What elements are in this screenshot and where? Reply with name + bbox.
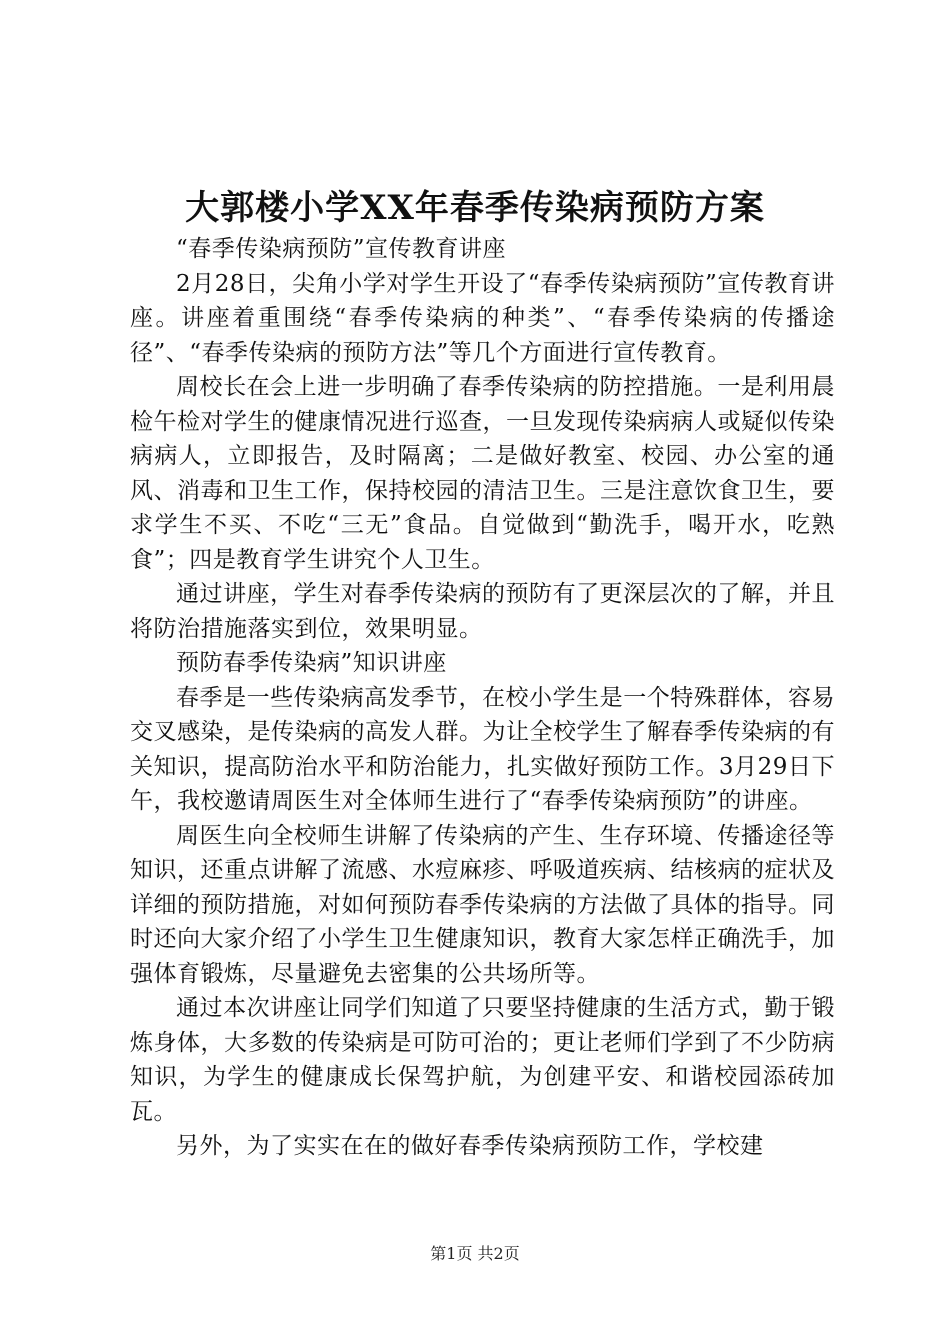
paragraph: 周医生向全校师生讲解了传染病的产生、生存环境、传播途径等知识，还重点讲解了流感、水痘麻疹、呼吸道疾病、结核病的症状及详细的预防措施，对如何预防春季传染病的方法做了具体的指导。同时还向大家介绍了小学生卫生健康知识，教育大家怎样正确洗手，加强体育锻炼，尽量避免去密集的公共场所等。	[130, 822, 835, 987]
section-heading-knowledge: 预防春季传染病”知识讲座	[176, 650, 447, 676]
document-body	[130, 232, 835, 1164]
page-number-footer: 第1页 共2页	[430, 1244, 520, 1263]
paragraph: 春季是一些传染病高发季节，在校小学生是一个特殊群体，容易交叉感染，是传染病的高发人群。为让全校学生了解春季传染病的有关知识，提高防治水平和防治能力，扎实做好预防工作。3月29日下午，我校邀请周医生对全体师生进行了“春季传染病预防”的讲座。	[130, 684, 835, 814]
paragraph: 通过讲座，学生对春季传染病的预防有了更深层次的了解，并且将防治措施落实到位，效果明显。	[130, 581, 835, 642]
paragraph: 2月28日，尖角小学对学生开设了“春季传染病预防”宣传教育讲座。讲座着重围绕“春季传染病的种类”、“春季传染病的传播途径”、“春季传染病的预防方法”等几个方面进行宣传教育。	[130, 270, 835, 366]
section-heading-lecture: “春季传染病预防”宣传教育讲座	[176, 236, 507, 262]
paragraph: 通过本次讲座让同学们知道了只要坚持健康的生活方式，勤于锻炼身体，大多数的传染病是可防可治的；更让老师们学到了不少防病知识，为学生的健康成长保驾护航，为创建平安、和谐校园添砖加瓦。	[130, 995, 835, 1125]
paragraph: 另外，为了实实在在的做好春季传染病预防工作，学校建	[176, 1133, 764, 1159]
paragraph: 周校长在会上进一步明确了春季传染病的防控措施。一是利用晨检午检对学生的健康情况进行巡查，一旦发现传染病病人或疑似传染病病人，立即报告，及时隔离；二是做好教室、校园、办公室的通风、消毒和卫生工作，保持校园的清洁卫生。三是注意饮食卫生，要求学生不买、不吃“三无”食品。自觉做到“勤洗手，喝开水，吃熟食”；四是教育学生讲究个人卫生。	[130, 374, 835, 573]
document-title: 大郭楼小学XX年春季传染病预防方案	[185, 188, 765, 228]
